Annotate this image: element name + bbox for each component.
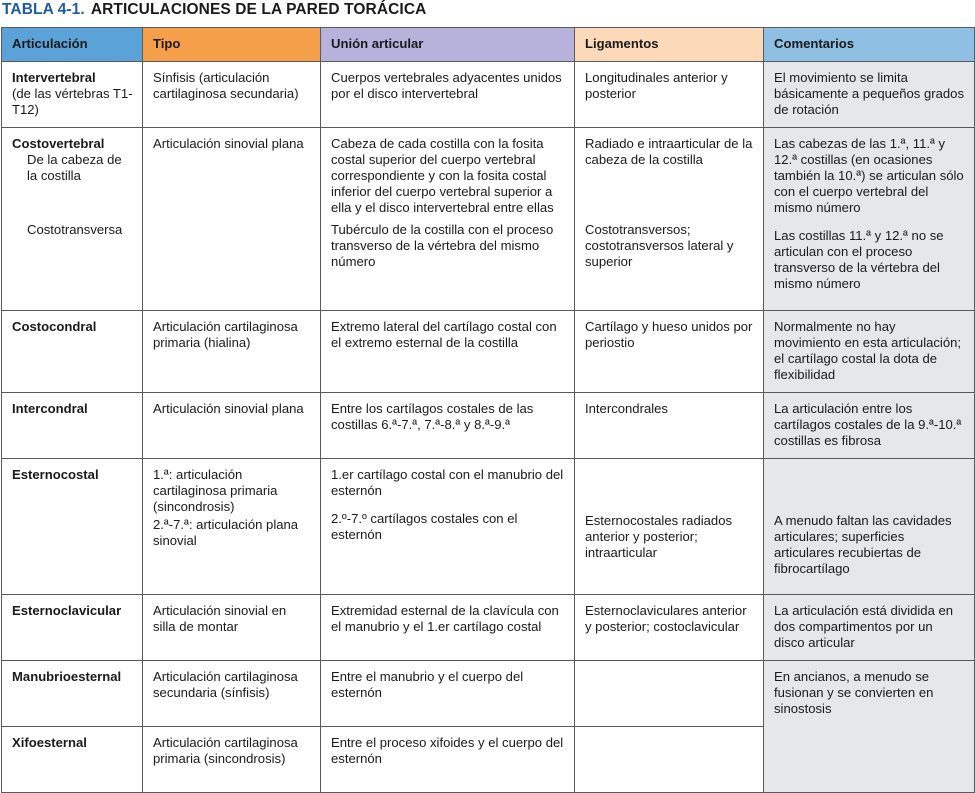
cell-comentarios: A menudo faltan las cavidades articulares; superficies articulares recubiertas de fibrocartílago bbox=[764, 459, 975, 595]
cell-union: Cabeza de cada costilla con la fosita costal superior del cuerpo vertebral correspondiente y con la fosita costal inferior del cuerpo vertebral superior a ella y el disco intervertebral entre ellas Tubérculo de la costilla con el proceso transverso de la vértebra del mismo número bbox=[321, 128, 575, 311]
table-row bbox=[2, 311, 975, 393]
table-title bbox=[2, 1, 426, 19]
table-number: TABLA 4-1. bbox=[2, 1, 85, 18]
header-articulacion: Articulación bbox=[2, 28, 143, 62]
table-row bbox=[2, 459, 975, 595]
cell-ligamentos: Longitudinales anterior y posterior bbox=[575, 62, 764, 128]
cell-name: Esternocostal bbox=[2, 459, 143, 595]
cell-name-sub: (de las vértebras T1-T12) bbox=[12, 86, 133, 117]
joints-table bbox=[1, 27, 975, 793]
table-row bbox=[2, 393, 975, 459]
header-row bbox=[2, 28, 975, 62]
cell-name-sub: Costotransversa bbox=[27, 222, 123, 237]
header-tipo: Tipo bbox=[143, 28, 321, 62]
table-row bbox=[2, 661, 975, 727]
cell-name: Intervertebral (de las vértebras T1-T12) bbox=[2, 62, 143, 128]
cell-name: Costovertebral De la cabeza de la costilla Costotransversa bbox=[2, 128, 143, 311]
cell-tipo: Articulación sinovial en silla de montar bbox=[143, 595, 321, 661]
table-row bbox=[2, 595, 975, 661]
cell-name: Xifoesternal bbox=[2, 727, 143, 793]
cell-union: Entre el proceso xifoides y el cuerpo del esternón bbox=[321, 727, 575, 793]
table-row bbox=[2, 128, 975, 311]
cell-comentarios: En ancianos, a menudo se fusionan y se convierten en sinostosis bbox=[764, 661, 975, 793]
cell-ligamentos bbox=[575, 661, 764, 727]
cell-name: Intercondral bbox=[2, 393, 143, 459]
cell-union: 1.er cartílago costal con el manubrio del esternón 2.º-7.º cartílagos costales con el esternón bbox=[321, 459, 575, 595]
cell-ligamentos: Esternocostales radiados anterior y posterior; intraarticular bbox=[575, 459, 764, 595]
table-name: ARTICULACIONES DE LA PARED TORÁCICA bbox=[90, 1, 427, 18]
header-ligamentos: Ligamentos bbox=[575, 28, 764, 62]
cell-tipo: Articulación cartilaginosa primaria (hialina) bbox=[143, 311, 321, 393]
cell-name: Costocondral bbox=[2, 311, 143, 393]
cell-comentarios: La articulación entre los cartílagos costales de la 9.ª-10.ª costillas es fibrosa bbox=[764, 393, 975, 459]
cell-union: Extremidad esternal de la clavícula con el manubrio y el 1.er cartílago costal bbox=[321, 595, 575, 661]
cell-ligamentos: Intercondrales bbox=[575, 393, 764, 459]
cell-tipo: 1.ª: articulación cartilaginosa primaria (sincondrosis) 2.ª-7.ª: articulación plana sinovial bbox=[143, 459, 321, 595]
cell-tipo: Sínfisis (articulación cartilaginosa secundaria) bbox=[143, 62, 321, 128]
cell-comentarios: Las cabezas de las 1.ª, 11.ª y 12.ª costillas (en ocasiones también la 10.ª) se articulan sólo con el cuerpo vertebral del mismo número Las costillas 11.ª y 12.ª no se articulan con el proceso transverso de la vértebra del mismo número bbox=[764, 128, 975, 311]
cell-ligamentos: Esternoclaviculares anterior y posterior; costoclavicular bbox=[575, 595, 764, 661]
cell-tipo: Articulación sinovial plana bbox=[143, 393, 321, 459]
cell-name: Esternoclavicular bbox=[2, 595, 143, 661]
cell-union: Entre el manubrio y el cuerpo del esternón bbox=[321, 661, 575, 727]
table-row bbox=[2, 62, 975, 128]
cell-ligamentos: Radiado e intraarticular de la cabeza de la costilla Costotransversos; costotransversos lateral y superior bbox=[575, 128, 764, 311]
cell-comentarios: Normalmente no hay movimiento en esta articulación; el cartílago costal la dota de flexibilidad bbox=[764, 311, 975, 393]
cell-comentarios: El movimiento se limita básicamente a pequeños grados de rotación bbox=[764, 62, 975, 128]
cell-ligamentos bbox=[575, 727, 764, 793]
cell-tipo: Articulación sinovial plana bbox=[143, 128, 321, 311]
cell-union: Cuerpos vertebrales adyacentes unidos por el disco intervertebral bbox=[321, 62, 575, 128]
cell-union: Extremo lateral del cartílago costal con el extremo esternal de la costilla bbox=[321, 311, 575, 393]
cell-comentarios: La articulación está dividida en dos compartimentos por un disco articular bbox=[764, 595, 975, 661]
cell-tipo: Articulación cartilaginosa secundaria (sínfisis) bbox=[143, 661, 321, 727]
cell-union: Entre los cartílagos costales de las costillas 6.ª-7.ª, 7.ª-8.ª y 8.ª-9.ª bbox=[321, 393, 575, 459]
header-comentarios: Comentarios bbox=[764, 28, 975, 62]
cell-name: Manubrioesternal bbox=[2, 661, 143, 727]
cell-name-sub: De la cabeza de la costilla bbox=[27, 152, 122, 183]
header-union: Unión articular bbox=[321, 28, 575, 62]
cell-ligamentos: Cartílago y hueso unidos por periostio bbox=[575, 311, 764, 393]
cell-tipo: Articulación cartilaginosa primaria (sincondrosis) bbox=[143, 727, 321, 793]
